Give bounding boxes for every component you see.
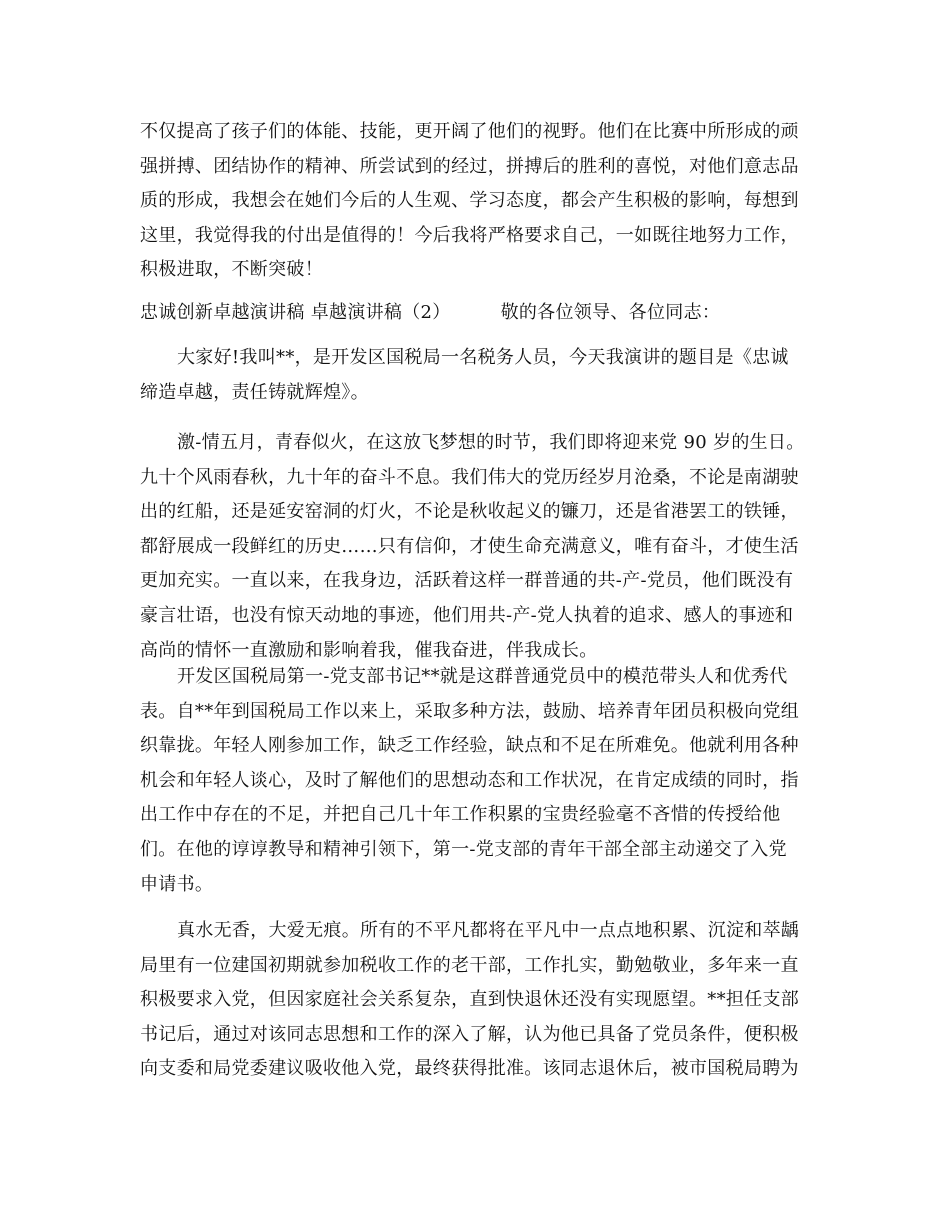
text-line: 都舒展成一段鲜红的历史……只有信仰，才使生命充满意义，唯有奋斗，才使生活 (140, 535, 799, 557)
text-line: 申请书。 (140, 873, 214, 895)
text-line: 织靠拢。年轻人刚参加工作，缺乏工作经验，缺点和不足在所难免。他就利用各种 (140, 735, 799, 757)
text-line: 强拼搏、团结协作的精神、所尝试到的经过，拼搏后的胜利的喜悦，对他们意志品 (140, 155, 799, 177)
text-line: 质的形成，我想会在她们今后的人生观、学习态度，都会产生积极的影响，每想到 (140, 190, 799, 212)
text-line: 激-情五月，青春似火，在这放飞梦想的时节，我们即将迎来党 90 岁的生日。 (177, 432, 805, 453)
speech-title: 忠诚创新卓越演讲稿 卓越演讲稿（2） (140, 302, 451, 323)
speech-greeting: 敬的各位领导、各位同志： (500, 302, 721, 323)
text-line: 真水无香，大爱无痕。所有的不平凡都将在平凡中一点点地积累、沉淀和萃龋 (177, 920, 800, 941)
text-line: 更加充实。一直以来，在我身边，活跃着这样一群普通的共-产-党员，他们既没有 (140, 570, 794, 592)
text-line: 九十个风雨春秋，九十年的奋斗不息。我们伟大的党历经岁月沧桑，不论是南湖驶 (140, 466, 799, 488)
text-line: 开发区国税局第一-党支部书记**就是这群普通党员中的模范带头人和优秀代 (177, 666, 788, 687)
text-line: 局里有一位建国初期就参加税收工作的老干部，工作扎实，勤勉敬业，多年来一直 (140, 954, 799, 976)
text-line: 不仅提高了孩子们的体能、技能，更开阔了他们的视野。他们在比赛中所形成的顽 (140, 121, 799, 142)
paragraph-veteran (140, 914, 820, 1087)
text-line: 这里，我觉得我的付出是值得的！今后我将严格要求自己，一如既往地努力工作， (140, 224, 799, 246)
text-line: 大家好!我叫**，是开发区国税局一名税务人员，今天我演讲的题目是《忠诚 (177, 347, 789, 368)
text-line: 出工作中存在的不足，并把自己几十年工作积累的宝贵经验毫不吝惜的传授给他 (140, 804, 781, 826)
text-line: 机会和年轻人谈心，及时了解他们的思想动态和工作状况，在肯定成绩的同时，指 (140, 769, 799, 791)
speech-heading (140, 296, 820, 331)
text-line: 出的红船，还是延安窑洞的灯火，不论是秋收起义的镰刀，还是省港罢工的铁锤， (140, 501, 799, 523)
text-line: 书记后，通过对该同志思想和工作的深入了解，认为他已具备了党员条件，便积极 (140, 1023, 799, 1045)
text-line: 向支委和局党委建议吸收他入党，最终获得批准。该同志退休后，被市国税局聘为 (140, 1058, 799, 1080)
text-line: 积极进取，不断突破！ (140, 259, 323, 281)
text-line: 表。自**年到国税局工作以来上，采取多种方法，鼓励、培养青年团员积极向党组 (140, 700, 800, 722)
text-line: 高尚的情怀一直激励和影响着我，催我奋进，伴我成长。 (140, 639, 598, 661)
text-line: 豪言壮语，也没有惊天动地的事迹，他们用共-产-党人执着的追求、感人的事迹和 (140, 604, 794, 626)
paragraph-secretary (140, 660, 820, 902)
paragraph-intro (140, 341, 820, 410)
opening-paragraph (140, 115, 820, 288)
text-line: 们。在他的谆谆教导和精神引领下，第一-党支部的青年干部全部主动递交了入党 (140, 838, 787, 860)
text-line: 缔造卓越，责任铸就辉煌》。 (140, 381, 369, 403)
text-line: 积极要求入党，但因家庭社会关系复杂，直到快退休还没有实现愿望。**担任支部 (140, 989, 800, 1011)
paragraph-may (140, 426, 820, 668)
